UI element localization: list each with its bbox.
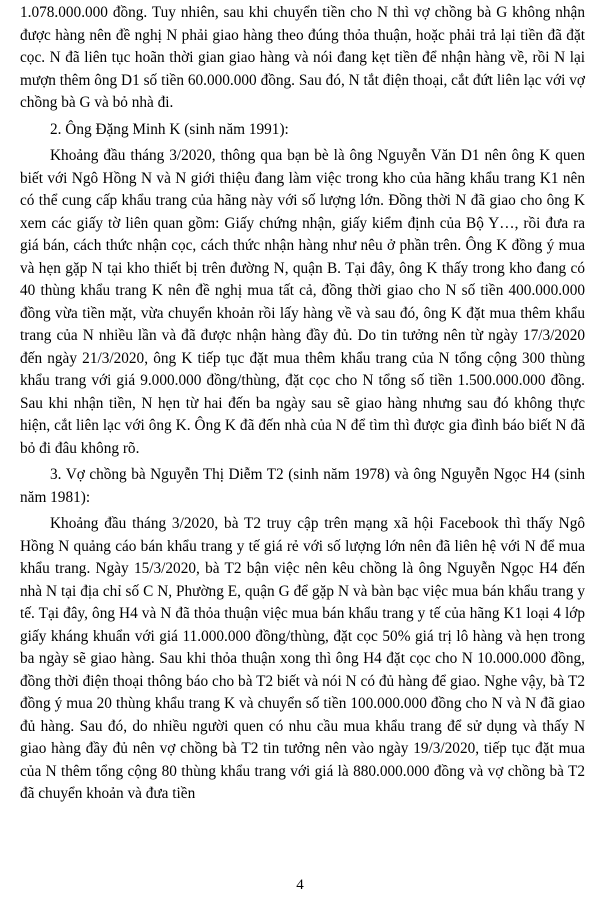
- section-heading-3: 3. Vợ chồng bà Nguyễn Thị Diễm T2 (sinh năm 1978) và ông Nguyễn Ngọc H4 (sinh năm 1981):: [20, 466, 585, 506]
- page-number: 4: [296, 877, 304, 893]
- page-body: [20, 2, 585, 806]
- paragraph-continuation: 1.078.000.000 đồng. Tuy nhiên, sau khi chuyển tiền cho N thì vợ chồng bà G không nhận được hàng nên đề nghị N phải giao hàng theo đúng thỏa thuận, hoặc phải trả lại tiền đã đặt cọc. N đã liên tục hoãn thời gian giao hàng và nói đang kẹt tiền để nhận hàng về, rồi N lại mượn thêm ông D1 số tiền 60.000.000 đồng. Sau đó, N tắt điện thoại, cắt đứt liên lạc với vợ chồng bà G và bỏ nhà đi.: [20, 4, 585, 111]
- paragraph-section-3: Khoảng đầu tháng 3/2020, bà T2 truy cập trên mạng xã hội Facebook thì thấy Ngô Hồng N quảng cáo bán khẩu trang y tế giá rẻ với số lượng lớn nên đã liên hệ với N để mua khẩu trang. Ngày 15/3/2020, bà T2 bận việc nên kêu chồng là ông Nguyễn Ngọc H4 đến nhà N tại địa chỉ số C N, Phường E, quận G để gặp N và bàn bạc việc mua bán khẩu trang y tế. Tại đây, ông H4 và N đã thỏa thuận việc mua bán khẩu trang y tế của hãng K1 loại 4 lớp giấy kháng khuẩn với giá 11.000.000 đồng/thùng, đặt cọc 50% giá trị lô hàng và hẹn trong ba ngày sẽ giao hàng. Sau khi thỏa thuận xong thì ông H4 đặt cọc cho N 10.000.000 đồng, đồng thời điện thoại thông báo cho bà T2 biết và nói N có đủ hàng để giao. Nghe vậy, bà T2 đồng ý mua 20 thùng khẩu trang K và chuyển số tiền 100.000.000 đồng cho N và N đã giao đủ hàng. Sau đó, do nhiều người quen có nhu cầu mua khẩu trang để sử dụng và thấy N giao hàng đầy đủ nên vợ chồng bà T2 tin tưởng nên vào ngày 19/3/2020, tiếp tục đặt mua của N thêm tổng cộng 80 thùng khẩu trang với giá là 880.000.000 đồng và vợ chồng bà T2 đã chuyển khoản và đưa tiền: [20, 515, 585, 802]
- section-heading-2: 2. Ông Đặng Minh K (sinh năm 1991):: [50, 120, 289, 138]
- paragraph-section-2: Khoảng đầu tháng 3/2020, thông qua bạn bè là ông Nguyễn Văn D1 nên ông K quen biết với Ngô Hồng N và N giới thiệu đang làm việc trong kho của hãng khẩu trang K1 nên có thể cung cấp khẩu trang của hãng này với số lượng lớn. Đồng thời N đã giao cho ông K xem các giấy tờ liên quan gồm: Giấy chứng nhận, giấy kiểm định của Bộ Y…, rồi đưa ra giá bán, cách thức nhận cọc, cách thức nhận hàng như nêu ở phần trên. Ông K đồng ý mua và hẹn gặp N tại kho thiết bị trên đường N, quận B. Tại đây, ông K thấy trong kho đang có 40 thùng khẩu trang K nên đề nghị mua tất cả, đồng thời giao cho N số tiền 400.000.000 đồng vừa tiền mặt, vừa chuyển khoản rồi lấy hàng về và sau đó, ông K đặt mua thêm khẩu trang của N nhiều lần và đã được nhận hàng đầy đủ. Do tin tưởng nên từ ngày 17/3/2020 đến ngày 21/3/2020, ông K tiếp tục đặt mua thêm khẩu trang của N tổng cộng 300 thùng khẩu trang với giá 9.000.000 đồng/thùng, đặt cọc cho N tổng số tiền 1.500.000.000 đồng. Sau khi nhận tiền, N hẹn từ hai đến ba ngày sau sẽ giao hàng nhưng sau đó không thực hiện, cắt liên lạc với ông K. Ông K đã đến nhà của N để tìm thì được gia đình báo biết N đã bỏ đi đâu không rõ.: [20, 147, 585, 457]
